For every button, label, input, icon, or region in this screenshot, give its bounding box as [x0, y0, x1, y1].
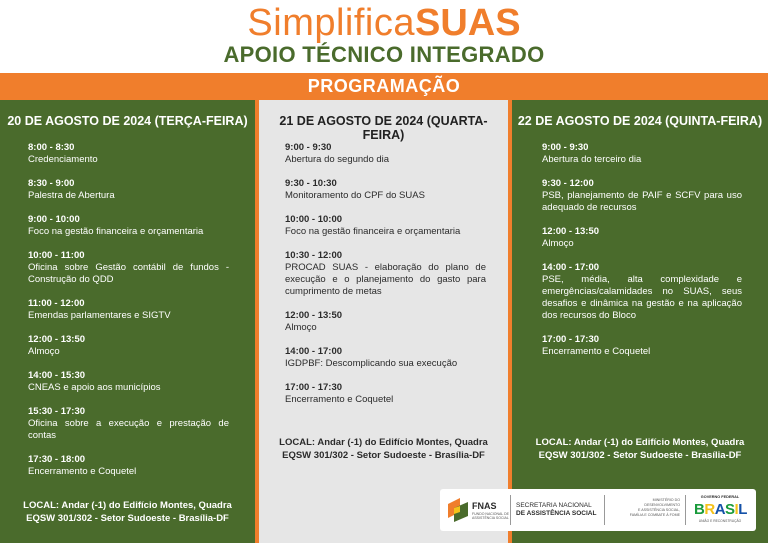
session-time: 8:00 - 8:30 — [28, 142, 75, 153]
session-desc: Abertura do terceiro dia — [542, 154, 642, 165]
session-time: 14:00 - 17:00 — [542, 262, 600, 273]
session-item — [542, 226, 742, 250]
session-desc: Foco na gestão financeira e orçamentaria — [285, 226, 461, 237]
gov-subtitle: UNIÃO E RECONSTRUÇÃO — [698, 519, 742, 523]
session-time: 14:00 - 15:30 — [28, 370, 86, 381]
session-desc: Almoço — [542, 238, 574, 249]
secretaria-line: DE ASSISTÊNCIA SOCIAL — [516, 510, 597, 517]
session-item — [28, 178, 229, 202]
page-subtitle: APOIO TÉCNICO INTEGRADO — [223, 42, 545, 67]
fnas-logo-icon — [448, 498, 468, 522]
ministerio-line: DESENVOLVIMENTO — [644, 503, 680, 507]
session-time: 12:00 - 13:50 — [28, 334, 86, 345]
session-desc: Monitoramento do CPF do SUAS — [285, 190, 425, 201]
brand-title — [0, 2, 768, 44]
secretaria-logo — [516, 502, 596, 518]
session-item — [28, 298, 229, 322]
partner-logos — [440, 489, 756, 531]
session-item — [28, 214, 229, 238]
location-line: LOCAL: Andar (-1) do Edifício Montes, Quadra — [23, 500, 232, 511]
session-item — [542, 262, 742, 322]
session-time: 10:00 - 11:00 — [28, 250, 85, 261]
day-title: 21 DE AGOSTO DE 2024 (QUARTA-FEIRA) — [279, 114, 488, 142]
session-time: 12:00 - 13:50 — [542, 226, 600, 237]
brand-light: Simplifica — [247, 2, 416, 44]
session-time: 11:00 - 12:00 — [28, 298, 85, 309]
location-info — [259, 436, 508, 462]
session-time: 17:30 - 18:00 — [28, 454, 86, 465]
session-item — [285, 346, 486, 370]
session-item — [285, 310, 486, 334]
location-line: EQSW 301/302 - Setor Sudoeste - Brasília-DF — [538, 450, 742, 461]
session-desc: CNEAS e apoio aos municípios — [28, 382, 161, 393]
session-item — [285, 142, 486, 166]
session-desc: IGDPBF: Descomplicando sua execução — [285, 358, 458, 369]
session-time: 8:30 - 9:00 — [28, 178, 75, 189]
session-desc: Almoço — [28, 346, 60, 357]
session-item — [542, 334, 742, 358]
location-info — [0, 499, 255, 525]
session-item — [28, 250, 229, 286]
fnas-name: FNAS — [472, 501, 497, 511]
ministerio-logo — [610, 498, 680, 518]
session-item — [542, 178, 742, 214]
secretaria-line: SECRETARIA NACIONAL — [516, 502, 592, 509]
session-item — [28, 454, 229, 478]
location-info — [512, 436, 768, 462]
session-time: 15:30 - 17:30 — [28, 406, 86, 417]
session-desc: Palestra de Abertura — [28, 190, 115, 201]
session-item — [285, 214, 486, 238]
header — [0, 0, 768, 72]
session-item — [542, 142, 742, 166]
session-desc: Oficina sobre Gestão contábil de fundos - Construção do QDD — [28, 262, 229, 285]
session-desc: Foco na gestão financeira e orçamentaria — [28, 226, 204, 237]
session-item — [28, 142, 229, 166]
divider — [685, 495, 686, 525]
session-desc: Abertura do segundo dia — [285, 154, 390, 165]
session-desc: Credenciamento — [28, 154, 98, 165]
gov-label: GOVERNO FEDERAL — [700, 495, 740, 499]
divider — [604, 495, 605, 525]
session-list — [285, 142, 486, 418]
session-item — [28, 406, 229, 442]
day-column-2 — [255, 100, 512, 543]
location-line: LOCAL: Andar (-1) do Edifício Montes, Quadra — [279, 437, 488, 448]
location-line: LOCAL: Andar (-1) do Edifício Montes, Quadra — [535, 437, 745, 448]
session-time: 17:00 - 17:30 — [285, 382, 343, 393]
session-list — [28, 142, 229, 490]
session-time: 17:00 - 17:30 — [542, 334, 600, 345]
ministerio-line: FAMÍLIA E COMBATE À FOME — [629, 513, 680, 517]
session-item — [285, 250, 486, 298]
session-desc: PSB, planejamento de PAIF e SCFV para uso adequado de recursos — [542, 190, 742, 213]
session-time: 14:00 - 17:00 — [285, 346, 343, 357]
ministerio-line: E ASSISTÊNCIA SOCIAL, — [638, 508, 680, 512]
ministerio-line: MINISTÉRIO DO — [652, 498, 680, 502]
governo-federal-logo — [690, 495, 750, 525]
session-list — [542, 142, 742, 370]
fnas-subtitle: FUNDO NACIONAL DE ASSISTÊNCIA SOCIAL — [472, 512, 510, 520]
brasil-wordmark: BRASIL — [694, 501, 747, 518]
session-desc: Encerramento e Coquetel — [285, 394, 394, 405]
session-time: 12:00 - 13:50 — [285, 310, 343, 321]
day-title: 22 DE AGOSTO DE 2024 (QUINTA-FEIRA) — [517, 114, 763, 128]
session-desc: PROCAD SUAS - elaboração do plano de execução e o planejamento do gasto para cumprimento de metas — [285, 262, 486, 297]
session-item — [28, 334, 229, 358]
session-time: 10:00 - 10:00 — [285, 214, 343, 225]
session-desc: PSE, média, alta complexidade e emergências/calamidades no SUAS, seus desafios e dinâmica na gestão e na aplicação dos recursos do Bloco — [542, 274, 742, 321]
day-column-3 — [512, 100, 768, 543]
session-time: 10:30 - 12:00 — [285, 250, 343, 261]
day-column-1 — [0, 100, 255, 543]
session-desc: Encerramento e Coquetel — [28, 466, 137, 477]
session-desc: Emendas parlamentares e SIGTV — [28, 310, 171, 321]
programacao-banner: PROGRAMAÇÃO — [0, 73, 768, 100]
session-desc: Encerramento e Coquetel — [542, 346, 651, 357]
session-time: 9:00 - 9:30 — [542, 142, 589, 153]
divider — [510, 495, 511, 525]
brand-bold: SUAS — [415, 2, 521, 44]
location-line: EQSW 301/302 - Setor Sudoeste - Brasília-DF — [282, 450, 485, 461]
session-desc: Oficina sobre a execução e prestação de contas — [28, 418, 229, 441]
session-item — [285, 382, 486, 406]
session-time: 9:00 - 9:30 — [285, 142, 332, 153]
session-time: 9:00 - 10:00 — [28, 214, 80, 225]
session-time: 9:30 - 10:30 — [285, 178, 337, 189]
day-title: 20 DE AGOSTO DE 2024 (TERÇA-FEIRA) — [7, 114, 248, 128]
location-line: EQSW 301/302 - Setor Sudoeste - Brasília-DF — [26, 513, 229, 524]
session-item — [28, 370, 229, 394]
session-item — [285, 178, 486, 202]
session-desc: Almoço — [285, 322, 317, 333]
session-time: 9:30 - 12:00 — [542, 178, 594, 189]
